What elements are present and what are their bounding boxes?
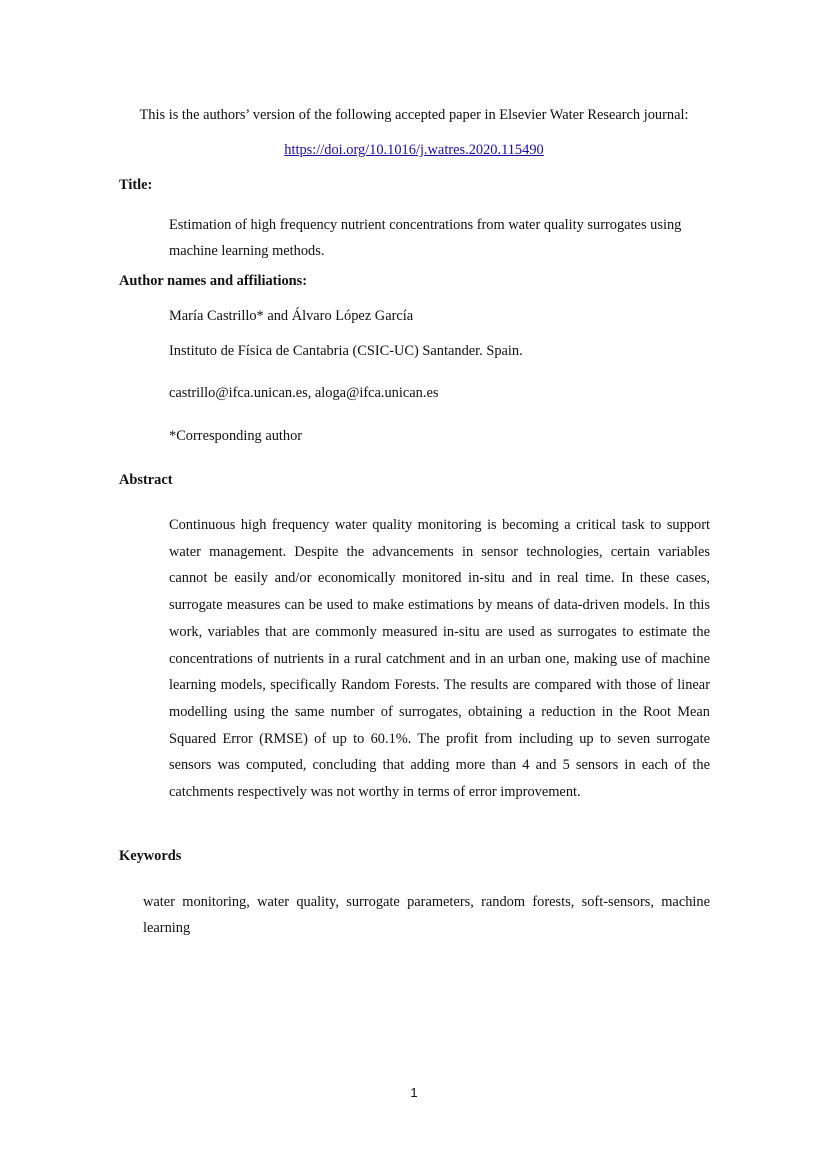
author-names: María Castrillo* and Álvaro López García xyxy=(169,308,414,324)
author-emails: castrillo@ifca.unican.es, aloga@ifca.unican.es xyxy=(169,385,439,401)
page-number: 1 xyxy=(410,1085,418,1100)
corresponding-note: *Corresponding author xyxy=(169,428,303,444)
keywords-heading: Keywords xyxy=(119,848,182,864)
paper-title: Estimation of high frequency nutrient concentrations from water quality surrogates using machine learning methods. xyxy=(169,217,682,259)
keywords-text: water monitoring, water quality, surrogate parameters, random forests, soft-sensors, machine learning xyxy=(143,894,710,936)
doi-link[interactable]: https://doi.org/10.1016/j.watres.2020.115490 xyxy=(284,142,544,158)
abstract-heading: Abstract xyxy=(119,472,173,488)
affiliation: Instituto de Física de Cantabria (CSIC-UC) Santander. Spain. xyxy=(169,343,523,359)
title-heading: Title: xyxy=(119,177,153,193)
abstract-text: Continuous high frequency water quality monitoring is becoming a critical task to support water management. Despite the advancements in sensor technologies, certain variables cannot be easily and/or economically monitored in-situ and in real time. In these cases, surrogate measures can be used to make estimations by means of data-driven models. In this work, variables that are commonly measured in-situ are used as surrogates to estimate the concentrations of nutrients in a rural catchment and in an urban one, making use of machine learning models, specifically Random Forests. The results are compared with those of linear modelling using the same number of surrogates, obtaining a reduction in the Root Mean Squared Error (RMSE) of up to 60.1%. The profit from including up to seven surrogate sensors was computed, concluding that adding more than 4 and 5 sensors in each of the catchments respectively was not worthy in terms of error improvement. xyxy=(169,517,710,801)
authors-heading: Author names and affiliations: xyxy=(119,273,308,289)
version-note: This is the authors’ version of the following accepted paper in Elsevier Water Research journal: xyxy=(139,107,689,123)
